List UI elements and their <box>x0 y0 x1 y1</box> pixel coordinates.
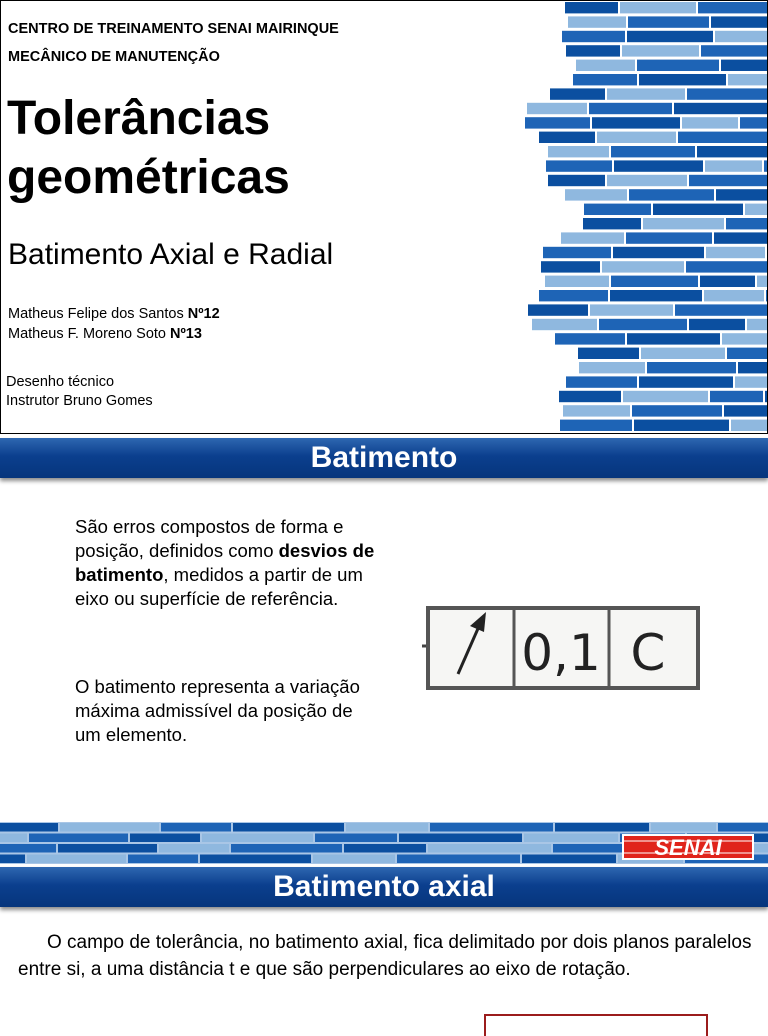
institution-name: CENTRO DE TREINAMENTO SENAI MAIRINQUE <box>8 21 339 37</box>
definition-highlight: desvios de batimento <box>75 540 375 585</box>
title-slide <box>0 0 768 434</box>
senai-logo-text: SENAI <box>654 835 722 860</box>
author-name: Matheus Felipe dos Santos <box>8 306 188 322</box>
author-number: Nº13 <box>170 326 202 342</box>
axial-runout-paragraph: O campo de tolerância, no batimento axial, fica delimitado por dois planos paralelos entre si, a uma distância t e que são perpendiculares ao eixo de rotação. <box>18 932 752 980</box>
presentation-subtitle: Batimento Axial e Radial <box>8 238 334 271</box>
section-header-batimento-axial: Batimento axial <box>0 867 768 907</box>
definition-text-start: São erros compostos de forma e posição, definidos como <box>75 516 344 561</box>
title-line-1: Tolerâncias <box>7 92 271 145</box>
datum-letter: C <box>630 624 666 682</box>
definition-paragraph <box>75 515 375 611</box>
tolerance-frame <box>420 602 705 694</box>
figure-frame <box>484 1014 708 1036</box>
decorative-brick-pattern <box>521 1 767 433</box>
title-line-2: geométricas <box>7 151 290 204</box>
presentation-title <box>7 89 507 207</box>
instructor-name: Instrutor Bruno Gomes <box>6 393 153 409</box>
author-2 <box>8 325 202 344</box>
explanation-paragraph: O batimento representa a variação máxima admissível da posição de um elemento. <box>75 676 360 745</box>
subject-name: Desenho técnico <box>6 374 115 390</box>
author-1 <box>8 305 220 324</box>
section-header-batimento: Batimento <box>0 438 768 478</box>
course-name: MECÂNICO DE MANUTENÇÃO <box>8 49 220 65</box>
author-name: Matheus F. Moreno Soto <box>8 326 170 342</box>
definition-text-end: , medidos a partir de um eixo ou superfície de referência. <box>75 564 363 609</box>
senai-logo <box>622 834 754 860</box>
author-number: Nº12 <box>187 306 220 322</box>
tolerance-value: 0,1 <box>521 624 601 682</box>
